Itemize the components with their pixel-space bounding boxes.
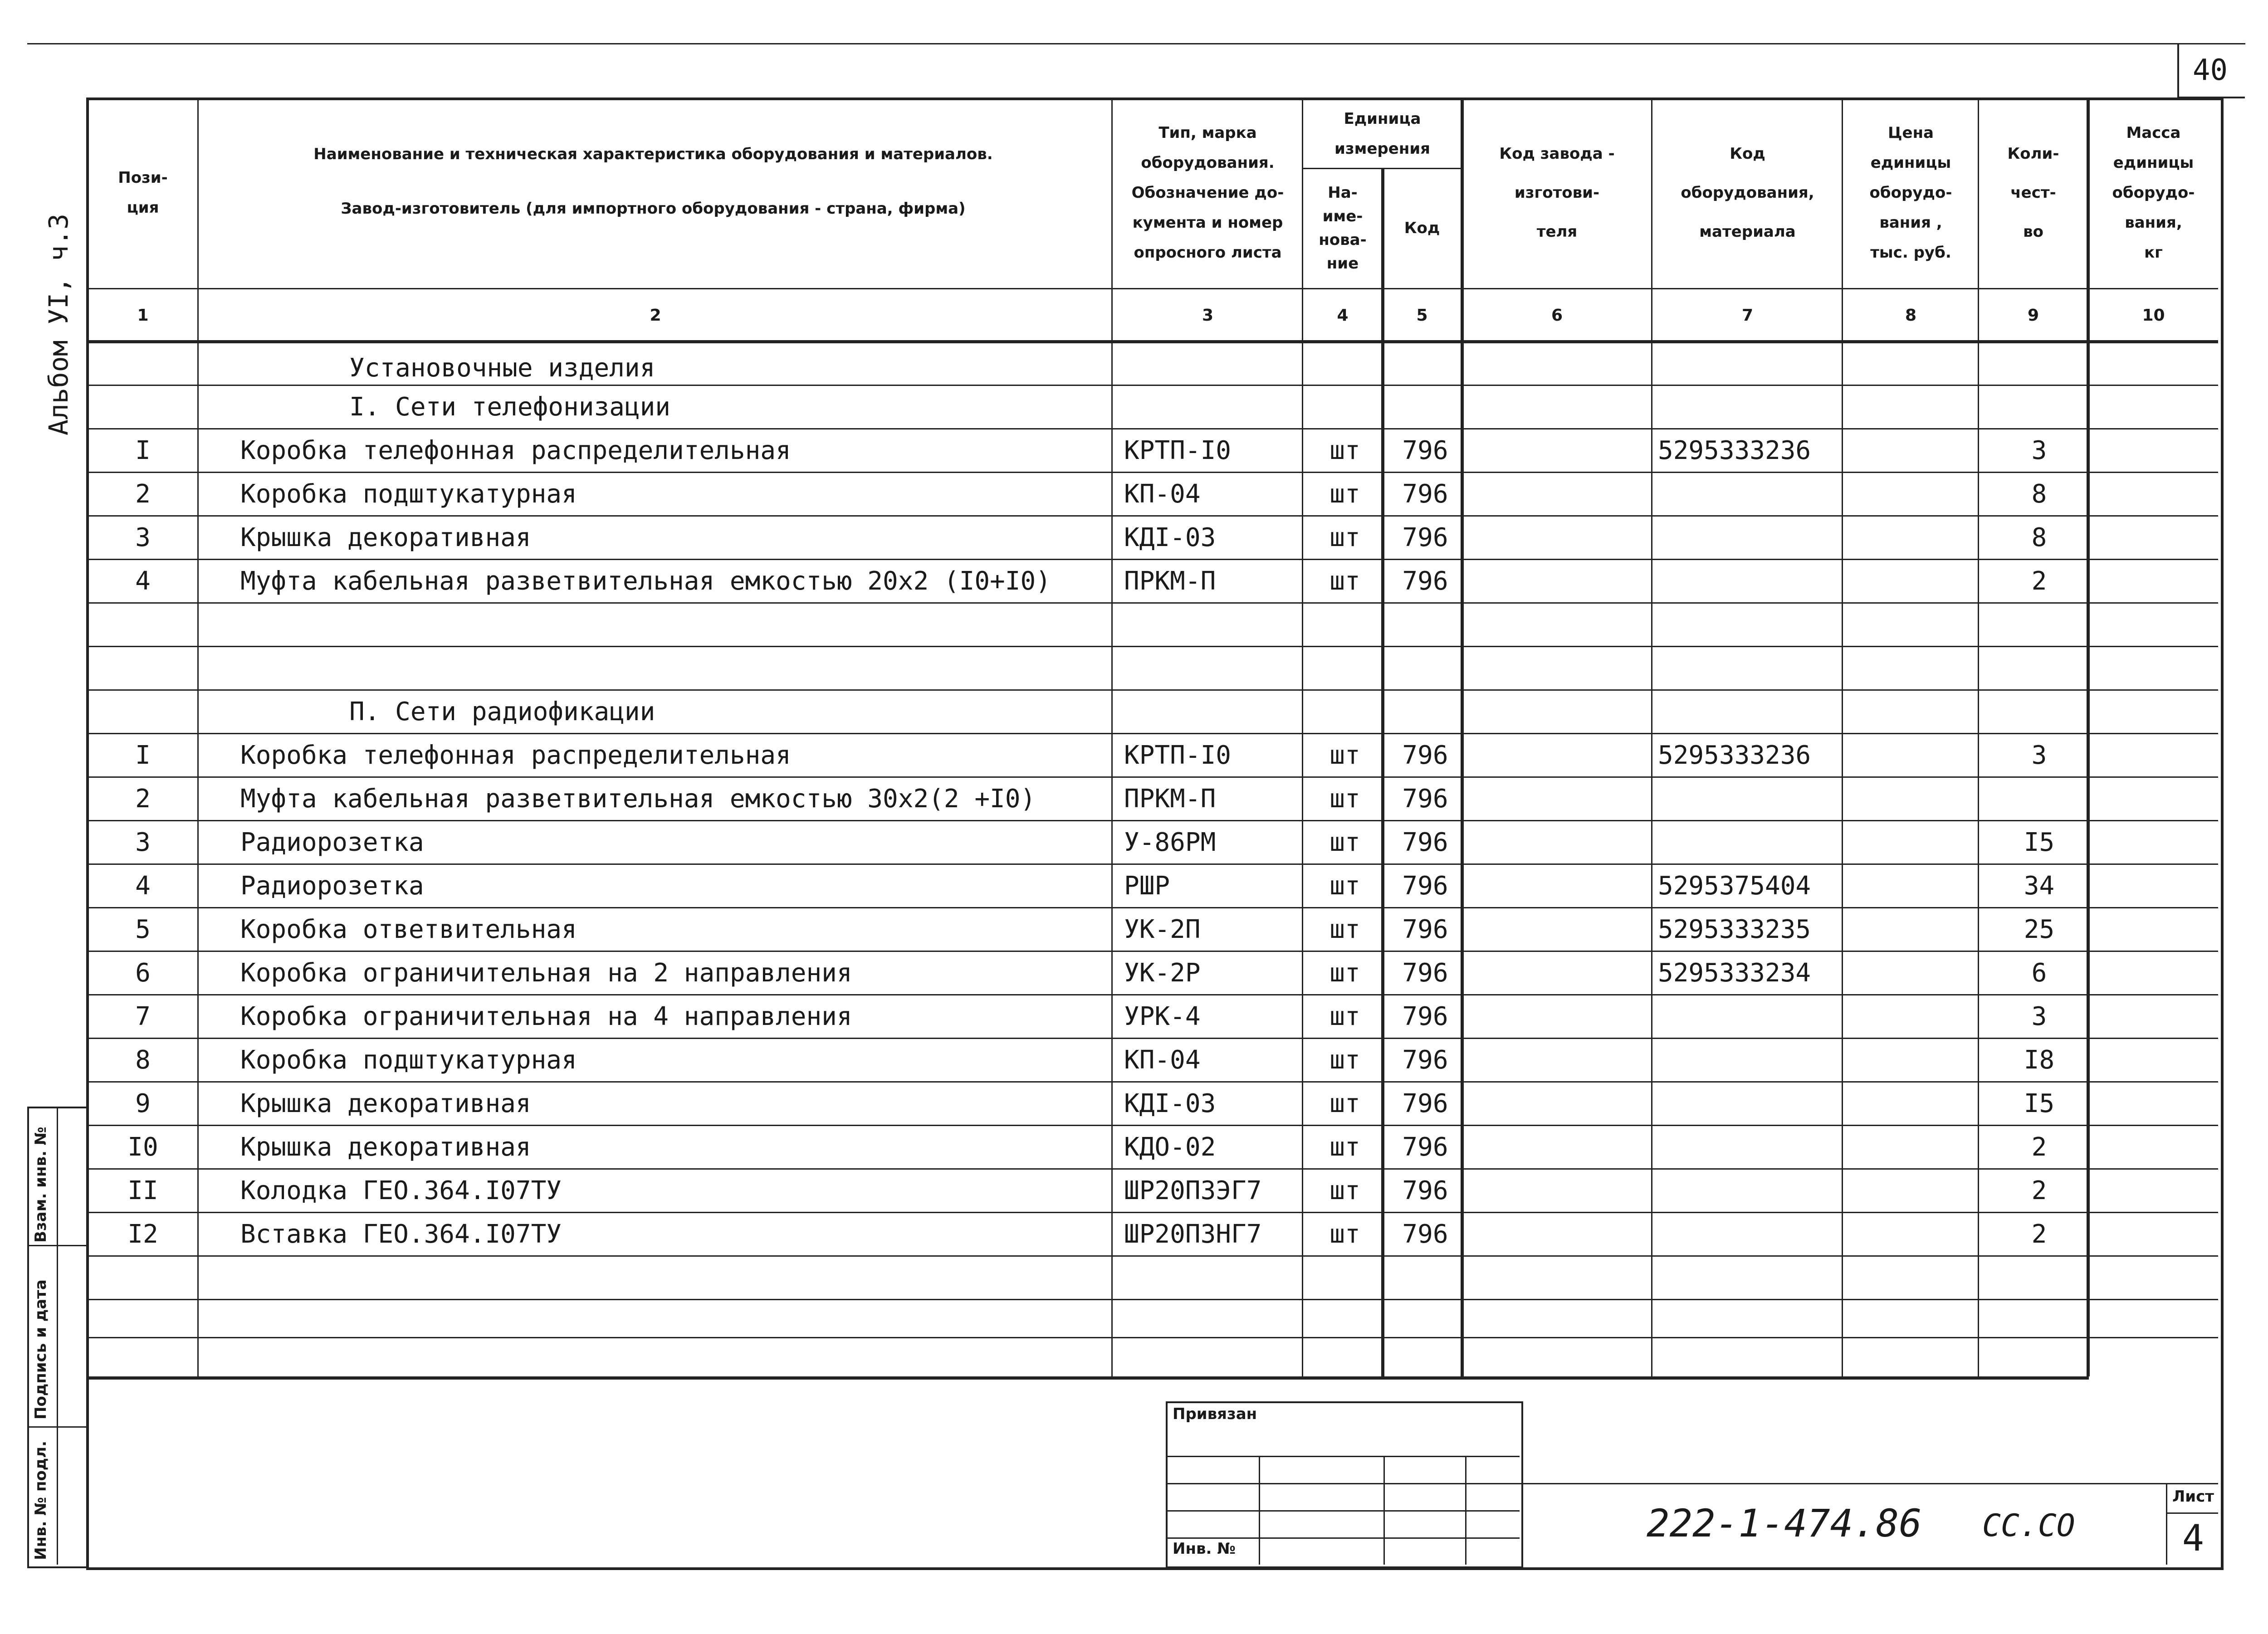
row-type: КП-04 <box>1124 479 1201 509</box>
row-name: Колодка ГЕО.364.I07ТУ <box>240 1176 562 1205</box>
row-type: КДО-02 <box>1124 1132 1216 1162</box>
column-number: 10 <box>2142 306 2165 325</box>
row-unit: шт <box>1330 871 1360 901</box>
row-unit: шт <box>1330 1219 1360 1249</box>
row-unit: шт <box>1330 1132 1360 1162</box>
row-unit-code: 796 <box>1402 1176 1448 1205</box>
column-number: 4 <box>1337 306 1349 325</box>
column-number: 7 <box>1741 306 1754 325</box>
row-type: ШР20П3ЭГ7 <box>1124 1176 1262 1205</box>
header-position: Пози- ция <box>118 169 168 217</box>
row-name: Коробка телефонная распределительная <box>240 436 791 465</box>
document-code: 222-1-474.86 <box>1647 1501 1922 1546</box>
row-quantity <box>1986 777 2092 821</box>
sheet-code: СС.СО <box>1982 1508 2075 1544</box>
row-unit: шт <box>1330 1045 1360 1075</box>
section-title: I. Сети телефонизации <box>349 392 671 422</box>
row-position: 7 <box>135 1002 151 1031</box>
header-quantity: Коли- чест- во <box>2007 145 2059 241</box>
row-quantity: I5 <box>2024 828 2055 857</box>
row-unit: шт <box>1330 1176 1360 1205</box>
row-quantity: 2 <box>2031 566 2047 596</box>
row-quantity: I8 <box>2024 1045 2055 1075</box>
row-unit-code: 796 <box>1402 958 1448 988</box>
row-quantity: 3 <box>2031 436 2047 465</box>
row-position: I0 <box>127 1132 158 1162</box>
row-unit: шт <box>1330 566 1360 596</box>
row-quantity: 3 <box>2031 741 2047 770</box>
row-unit-code: 796 <box>1402 436 1448 465</box>
column-number: 9 <box>2027 306 2039 325</box>
row-name: Радиорозетка <box>240 828 424 857</box>
row-unit-code: 796 <box>1402 741 1448 770</box>
column-number: 5 <box>1416 306 1428 325</box>
inv-no-label: Инв. № <box>1173 1540 1236 1558</box>
column-number: 3 <box>1202 306 1214 325</box>
list-label: Лист <box>2172 1488 2214 1506</box>
row-type: ПРКМ-П <box>1124 566 1216 596</box>
row-unit-code: 796 <box>1402 523 1448 552</box>
column-number: 1 <box>137 306 149 325</box>
row-unit-code: 796 <box>1402 1089 1448 1118</box>
row-unit: шт <box>1330 828 1360 857</box>
row-type: У-86РМ <box>1124 828 1216 857</box>
row-quantity: 8 <box>2031 479 2047 509</box>
row-unit: шт <box>1330 1089 1360 1118</box>
row-position: 8 <box>135 1045 151 1075</box>
row-position: 9 <box>135 1089 151 1118</box>
row-unit-code: 796 <box>1402 871 1448 901</box>
row-position: 4 <box>135 871 151 901</box>
row-quantity: I5 <box>2024 1089 2055 1118</box>
row-equipment-code: 5295333236 <box>1658 741 1811 770</box>
column-number: 6 <box>1551 306 1563 325</box>
row-unit: шт <box>1330 523 1360 552</box>
row-name: Вставка ГЕО.364.I07ТУ <box>240 1219 562 1249</box>
row-name: Муфта кабельная разветвительная емкостью 30х2(2 +I0) <box>240 784 1036 814</box>
row-quantity: 3 <box>2031 1002 2047 1031</box>
row-name: Коробка подштукатурная <box>240 479 577 509</box>
row-name: Крышка декоративная <box>240 523 531 552</box>
row-type: КДІ-03 <box>1124 1089 1216 1118</box>
row-unit-code: 796 <box>1402 1002 1448 1031</box>
row-unit: шт <box>1330 1002 1360 1031</box>
row-quantity: 6 <box>2031 958 2047 988</box>
list-number: 4 <box>2182 1517 2204 1559</box>
row-unit: шт <box>1330 436 1360 465</box>
row-name: Коробка подштукатурная <box>240 1045 577 1075</box>
side-label-podpis: Подпись и дата <box>32 1279 50 1419</box>
album-label: Альбом УІ, ч.3 <box>43 214 74 435</box>
row-type: КРТП-I0 <box>1124 436 1232 465</box>
row-name: Коробка ответвительная <box>240 915 577 944</box>
row-type: УК-2П <box>1124 915 1201 944</box>
row-name: Коробка ограничительная на 4 направления <box>240 1002 852 1031</box>
row-position: 6 <box>135 958 151 988</box>
row-type: ШР20П3НГ7 <box>1124 1219 1262 1249</box>
row-position: I <box>135 741 151 770</box>
row-unit-code: 796 <box>1402 1132 1448 1162</box>
header-name-line1: Наименование и техническая характеристика оборудования и материалов. <box>313 145 993 163</box>
row-position: II <box>127 1176 158 1205</box>
row-name: Коробка телефонная распределительная <box>240 741 791 770</box>
row-equipment-code: 5295333235 <box>1658 915 1811 944</box>
row-type: ПРКМ-П <box>1124 784 1216 814</box>
row-position: 5 <box>135 915 151 944</box>
row-unit: шт <box>1330 741 1360 770</box>
row-unit-code: 796 <box>1402 566 1448 596</box>
row-type: РШР <box>1124 871 1170 901</box>
header-type: Тип, марка оборудования. Обозначение до- кумента и номер опросного листа <box>1131 124 1284 262</box>
page-number: 40 <box>2192 54 2228 87</box>
row-unit: шт <box>1330 784 1360 814</box>
row-unit-code: 796 <box>1402 828 1448 857</box>
row-quantity: 25 <box>2024 915 2055 944</box>
row-type: КДІ-03 <box>1124 523 1216 552</box>
row-unit: шт <box>1330 958 1360 988</box>
row-quantity: 2 <box>2031 1219 2047 1249</box>
row-unit: шт <box>1330 479 1360 509</box>
header-unit-name: На- име- нова- ние <box>1319 183 1367 273</box>
row-unit-code: 796 <box>1402 784 1448 814</box>
row-name: Коробка ограничительная на 2 направления <box>240 958 852 988</box>
row-name: Муфта кабельная разветвительная емкостью 20х2 (I0+I0) <box>240 566 1051 596</box>
row-unit-code: 796 <box>1402 915 1448 944</box>
header-plant-code: Код завода - изготови- теля <box>1499 145 1615 241</box>
row-position: 3 <box>135 523 151 552</box>
row-unit-code: 796 <box>1402 1219 1448 1249</box>
row-quantity: 8 <box>2031 523 2047 552</box>
header-equipment-code: Код оборудования, материала <box>1681 145 1814 241</box>
row-position: 2 <box>135 784 151 814</box>
side-label-vzam: Взам. инв. № <box>32 1127 50 1243</box>
row-unit-code: 796 <box>1402 1045 1448 1075</box>
row-equipment-code: 5295333236 <box>1658 436 1811 465</box>
header-name-line2: Завод-изготовитель (для импортного оборудования - страна, фирма) <box>341 200 966 218</box>
row-position: 2 <box>135 479 151 509</box>
column-number: 2 <box>650 306 661 325</box>
row-unit-code: 796 <box>1402 479 1448 509</box>
section-title: П. Сети радиофикации <box>349 697 655 727</box>
row-position: I2 <box>127 1219 158 1249</box>
row-type: УРК-4 <box>1124 1002 1201 1031</box>
row-position: 3 <box>135 828 151 857</box>
row-name: Крышка декоративная <box>240 1132 531 1162</box>
row-equipment-code: 5295333234 <box>1658 958 1811 988</box>
row-unit: шт <box>1330 915 1360 944</box>
row-equipment-code: 5295375404 <box>1658 871 1811 901</box>
row-name: Крышка декоративная <box>240 1089 531 1118</box>
header-unit-code: Код <box>1404 219 1440 237</box>
row-position: 4 <box>135 566 151 596</box>
column-number: 8 <box>1905 306 1917 325</box>
side-label-inv-podl: Инв. № подл. <box>32 1440 50 1560</box>
row-quantity: 2 <box>2031 1132 2047 1162</box>
row-type: УК-2Р <box>1124 958 1201 988</box>
row-type: КП-04 <box>1124 1045 1201 1075</box>
row-type: КРТП-I0 <box>1124 741 1232 770</box>
header-mass: Масса единицы оборудо- вания, кг <box>2112 124 2195 262</box>
row-name: Радиорозетка <box>240 871 424 901</box>
row-position: I <box>135 436 151 465</box>
row-quantity: 2 <box>2031 1176 2047 1205</box>
header-price: Цена единицы оборудо- вания , тыс. руб. <box>1869 124 1952 262</box>
section-title: Установочные изделия <box>349 353 655 383</box>
header-unit-group: Единица измерения <box>1334 110 1430 158</box>
row-quantity: 34 <box>2024 871 2055 901</box>
privyazan-label: Привязан <box>1173 1405 1257 1423</box>
